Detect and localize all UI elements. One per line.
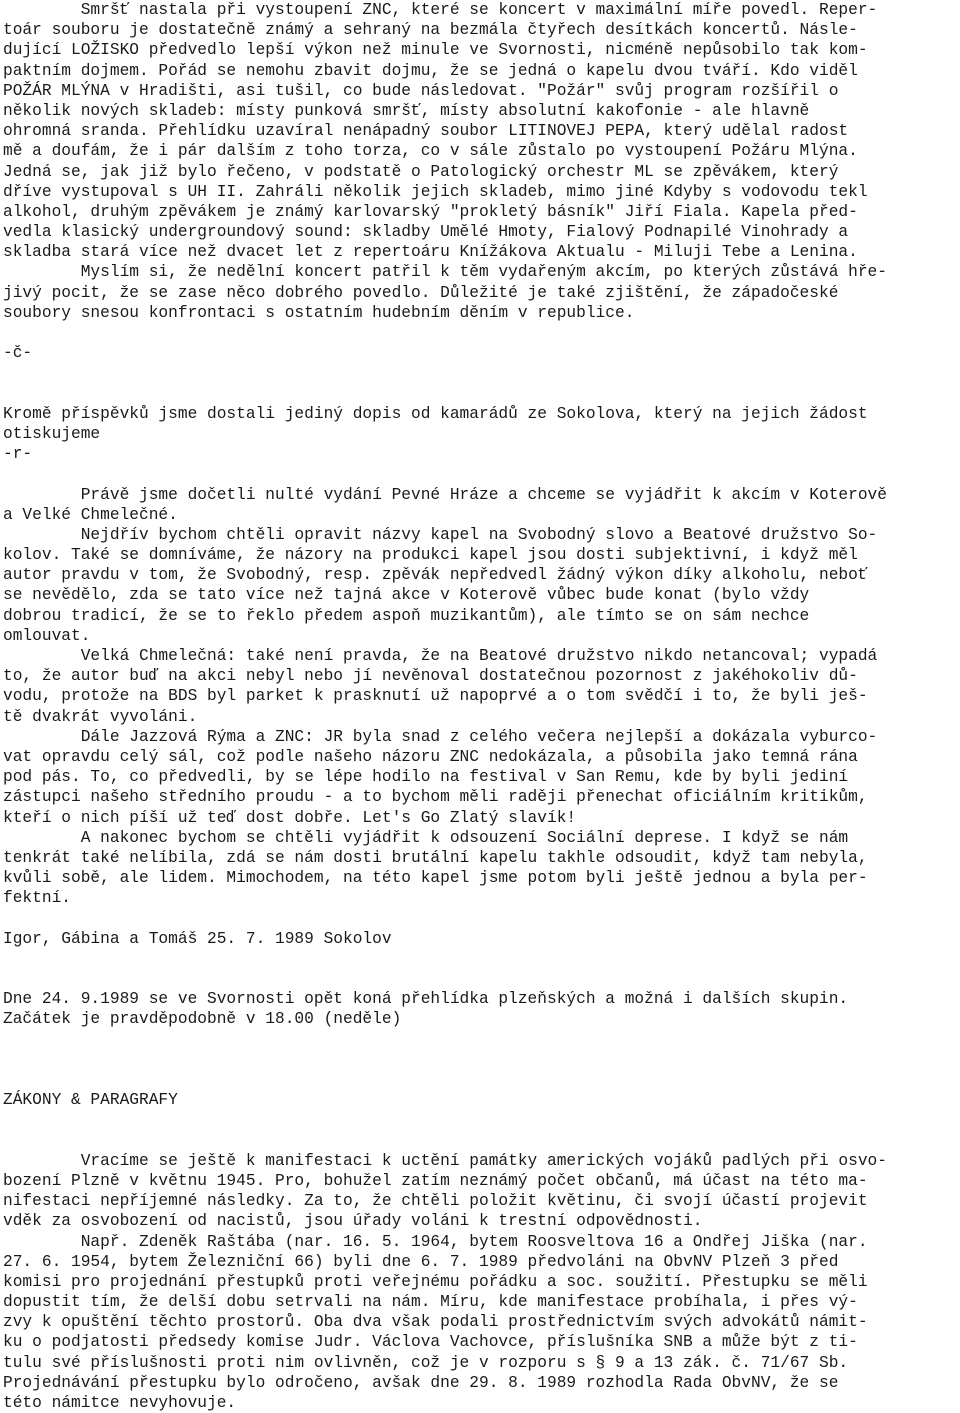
document-page [3, 0, 959, 1413]
spacer [3, 464, 959, 484]
text-line: Smršť nastala při vystoupení ZNC, které se koncert v maximální míře povedl. Reper- [3, 1, 878, 19]
signature-c: -č- [3, 344, 33, 363]
text-line: soubory snesou konfrontaci s ostatním hudebním děním v republice. [3, 303, 635, 322]
text-line: Dne 24. 9.1989 se ve Svornosti opět koná přehlídka plzeňských a možná i dalších skupin. [3, 990, 849, 1009]
text-line: kvůli sobě, ale lidem. Mimochodem, na této kapel jsme potom byli ještě jednou a byla per- [3, 869, 868, 888]
text-line: to, že autor buď na akci nebyl nebo jí nevěnoval dostatečnou pozornost z jakéhokoliv dů- [3, 667, 858, 686]
text-line: zvy k opuštění těchto prostorů. Oba dva však podali prostřednictvím svých advokátů námit- [3, 1313, 868, 1332]
letter-signature: Igor, Gábina a Tomáš 25. 7. 1989 Sokolov [3, 929, 392, 948]
text-line: pod pás. To, co předvedli, by se lépe hodilo na festival v San Remu, kde by byli jediní [3, 768, 849, 787]
text-line: ohromná sranda. Přehlídku uzavíral nenápadný soubor LITINOVEJ PEPA, který udělal radost [3, 122, 849, 141]
text-line: komisi pro projednání přestupků proti veřejnému pořádku a soc. soužití. Přestupku se měli [3, 1272, 868, 1291]
text-line: A nakonec bychom se chtěli vyjádřit k odsouzení Sociální deprese. I když se nám [3, 828, 849, 847]
spacer [3, 908, 959, 928]
text-line: Projednávání přestupku bylo odročeno, avšak dne 29. 8. 1989 rozhodla Rada ObvNV, že se [3, 1373, 839, 1392]
text-line: jivý pocit, že se zase něco dobrého povedlo. Důležité je také zjištění, že západočeské [3, 283, 839, 302]
spacer [3, 363, 959, 383]
spacer [3, 1110, 959, 1150]
text-line: vděk za osvobození od nacistů, jsou úřady voláni k trestní odpovědnosti. [3, 1212, 703, 1231]
section-title: ZÁKONY & PARAGRAFY [3, 1091, 178, 1110]
text-line: Vracíme se ještě k manifestaci k uctění památky amerických vojáků padlých při osvo- [3, 1151, 887, 1170]
text-line: dříve vystupoval s UH II. Zahráli několik jejich skladeb, mimo jiné Kdyby s vodovodu tekl [3, 182, 868, 201]
text-line: POŽÁR MLÝNA v Hradišti, asi tušil, co bude následovat. "Požár" svůj program rozšířil o [3, 81, 839, 100]
reader-letter-paragraphs [3, 485, 959, 909]
text-line: Nejdřív bychom chtěli opravit názvy kapel na Svobodný slovo a Beatové družstvo So- [3, 525, 878, 544]
spacer [3, 384, 959, 404]
text-line: dobrou tradicí, že se to řeklo předem aspoň muzikantům), ale tímto se on sám nechce [3, 606, 810, 625]
text-line: mě a doufám, že i pár dalším z toho torza, co v sále zůstalo po vystoupení Požáru Mlýna. [3, 142, 858, 161]
text-line: tě dvakrát vyvoláni. [3, 707, 198, 726]
event-notice [3, 989, 959, 1029]
text-line: Začátek je pravděpodobně v 18.00 (neděle) [3, 1010, 402, 1029]
letter-intro [3, 404, 959, 444]
text-line: kteří o nich píší už teď dost dobře. Let's Go Zlatý slavík! [3, 808, 577, 827]
text-line: alkohol, druhým zpěvákem je známý karlovarský "prokletý básník" Jiří Fiala. Kapela před- [3, 202, 858, 221]
text-line: Např. Zdeněk Raštába (nar. 16. 5. 1964, bytem Roosveltova 16 a Ondřej Jiška (nar. [3, 1232, 868, 1251]
text-line: Dále Jazzová Rýma a ZNC: JR byla snad z celého večera nejlepší a dokázala vyburco- [3, 727, 878, 746]
text-line: Velká Chmelečná: také není pravda, že na Beatové družstvo nikdo netancoval; vypadá [3, 647, 878, 665]
spacer [3, 323, 959, 343]
text-line: omlouvat. [3, 626, 91, 645]
text-line: se nevědělo, zda se tato více než tajná akce v Koterově vůbec bude konat (bylo vždy [3, 586, 810, 605]
text-line: zástupci našeho středního proudu - a to bychom měli raději přenechat oficiálním kritikům, [3, 788, 868, 807]
text-line: dující LOŽISKO předvedlo lepší výkon než minule ve Svornosti, nicméně nepůsobilo tak kom- [3, 41, 868, 60]
text-line: otiskujeme [3, 424, 101, 443]
text-line: paktním dojmem. Pořád se nemohu zbavit dojmu, že se jedná o kapelu dvou tváří. Kdo viděl [3, 61, 858, 80]
text-line: autor pravdu v tom, že Svobodný, resp. zpěvák nepředvedl žádný výkon díky alkoholu, neboť [3, 566, 868, 585]
laws-section-paragraphs [3, 1151, 959, 1413]
text-line: tulu své příslušnosti proti nim ovlivněn, což je v rozporu s § 9 a 13 zák. č. 71/67 Sb. [3, 1353, 849, 1372]
text-line: a Velké Chmelečné. [3, 505, 178, 524]
text-line: toár souboru je dostatečně známý a sehraný na bezmála čtyřech desítkách koncertů. Násle- [3, 21, 858, 40]
text-line: kolov. Také se domníváme, že názory na produkci kapel jsou dosti subjektivní, i když měl [3, 546, 858, 565]
text-line: Právě jsme dočetli nulté vydání Pevné Hráze a chceme se vyjádřit k akcím v Koterově [3, 485, 887, 504]
text-line: 27. 6. 1954, bytem Železniční 66) byli dne 6. 7. 1989 předvoláni na ObvNV Plzeň 3 před [3, 1252, 839, 1271]
text-line: tenkrát také nelíbila, zdá se nám dosti brutální kapelu takhle odsoudit, když tam nebyla, [3, 848, 868, 867]
signature-r: -r- [3, 445, 33, 464]
text-line: Kromě příspěvků jsme dostali jediný dopis od kamarádů ze Sokolova, který na jejich žádost [3, 404, 868, 423]
text-line: Myslím si, že nedělní koncert patřil k těm vydařeným akcím, po kterých zůstává hře- [3, 263, 887, 282]
concert-review-paragraphs [3, 0, 959, 323]
spacer [3, 949, 959, 989]
text-line: bození Plzně v květnu 1945. Pro, bohužel zatím neznámý počet občanů, má účast na této ma- [3, 1171, 868, 1190]
text-line: vedla klasický undergroundový sound: skladby Umělé Hmoty, Fialový Podnapilé Vinohrady a [3, 223, 849, 242]
text-line: Jedná se, jak již bylo řečeno, v podstatě o Patologický orchestr ML se zpěvákem, který [3, 162, 839, 181]
text-line: několik nových skladeb: místy punková smršť, místy absolutní kakofonie - ale hlavně [3, 101, 810, 120]
spacer [3, 1030, 959, 1091]
text-line: dopustit tím, že delší dobu setrvali na nám. Míru, kde manifestace probíhala, i přes vý- [3, 1293, 858, 1312]
text-line: skladba stará více než dvacet let z repertoáru Knížákova Aktualu - Miluji Tebe a Lenina. [3, 243, 858, 262]
text-line: vodu, protože na BDS byl parket k prasknutí už napoprvé a o tom svědčí i to, že byli ješ- [3, 687, 868, 706]
text-line: nifestaci nepříjemné následky. Za to, že chtěli položit květinu, či svojí účastí projevit [3, 1192, 868, 1211]
text-line: fektní. [3, 889, 71, 908]
text-line: ku o podjatosti předsedy komise Judr. Václova Vachovce, příslušníka SNB a může být z ti- [3, 1333, 858, 1352]
text-line: vat opravdu celý sál, což podle našeho názoru ZNC nedokázala, a působila jako temná rána [3, 747, 858, 766]
text-line: této námitce nevyhovuje. [3, 1394, 237, 1412]
